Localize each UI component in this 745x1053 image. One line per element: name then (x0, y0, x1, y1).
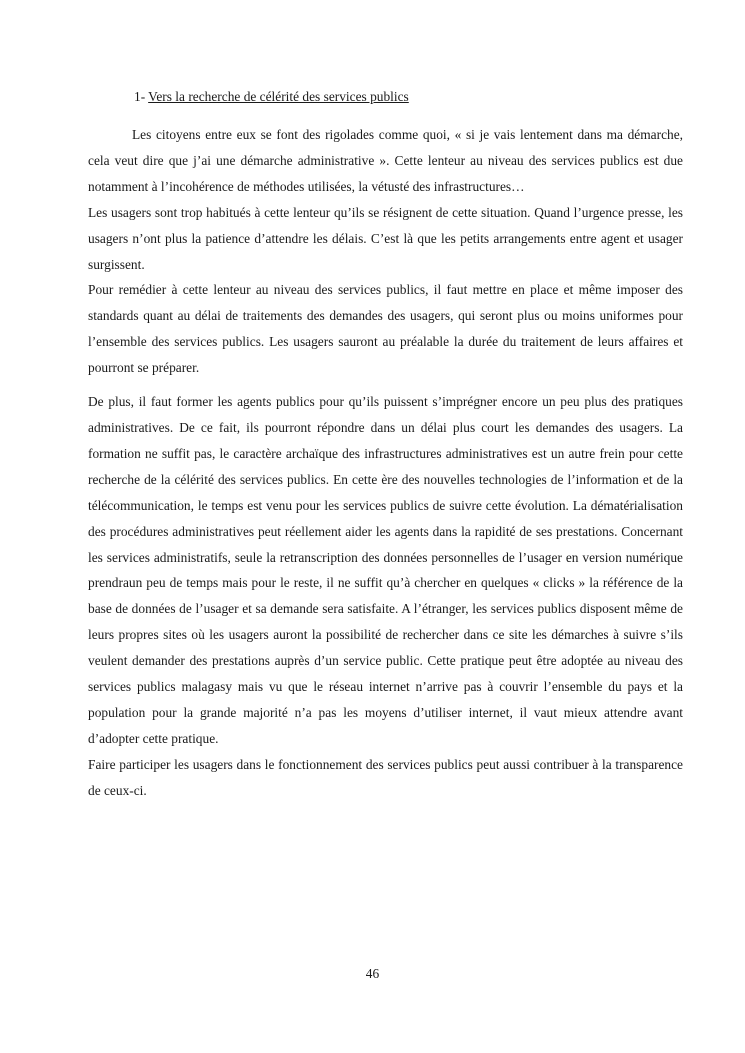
paragraph-3: Pour remédier à cette lenteur au niveau des services publics, il faut mettre en place et même imposer des standards quant au délai de traitements des demandes des usagers, qui seront plus ou moins uniformes pour l’ensemble des services publics. Les usagers sauront au préalable la durée du traitement de leurs affaires et pourront se préparer. (88, 282, 683, 376)
paragraph-1: Les citoyens entre eux se font des rigolades comme quoi, « si je vais lentement dans ma démarche, cela veut dire que j’ai une démarche administrative ». Cette lenteur au niveau des services publics est due notamment à l’incohérence de méthodes utilisées, la vétusté des infrastructures… (88, 127, 683, 194)
document-page (88, 86, 683, 804)
section-title: Vers la recherche de célérité des services publics (148, 89, 409, 104)
section-heading (134, 86, 683, 108)
paragraph-2: Les usagers sont trop habitués à cette lenteur qu’ils se résignent de cette situation. Quand l’urgence presse, les usagers n’ont plus la patience d’attendre les délais. C’est là que les petits arrangements entre agent et usager surgissent. (88, 204, 683, 272)
paragraph-4: De plus, il faut former les agents publics pour qu’ils puissent s’imprégner encore un peu plus des pratiques administratives. De ce fait, ils pourront répondre dans un délai plus court les demandes des usagers. La formation ne suffit pas, le caractère archaïque des infrastructures administratives est un autre frein pour cette recherche de la célérité des services publics. En cette ère des nouvelles technologies de l’information et de la télécommunication, le temps est venu pour les services publics de suivre cette évolution. La dématérialisation des procédures administratives peut réellement aider les agents dans la rapidité de ses prestations. Concernant les services administratifs, seule la retranscription des données personnelles de l’usager en version numérique prendraun peu de temps mais pour le reste, il ne suffit qu’à chercher en quelques « clicks » la référence de la base de données de l’usager et sa demande sera satisfaite. A l’étranger, les services publics disposent même de leurs propres sites où les usagers auront la possibilité de rechercher dans ce site les démarches à suivre s’ils veulent demander des prestations auprès d’un service public. Cette pratique peut être adoptée au niveau des services publics malagasy mais vu que le réseau internet n’arrive pas à couvrir l’ensemble du pays et la population pour la grande majorité n’a pas les moyens d’utiliser internet, il vaut mieux attendre avant d’adopter cette pratique. (88, 394, 683, 746)
section-number: 1- (134, 89, 146, 104)
page-number: 46 (365, 966, 380, 981)
paragraph-5: Faire participer les usagers dans le fonctionnement des services publics peut aussi contribuer à la transparence de ceux-ci. (88, 756, 683, 798)
